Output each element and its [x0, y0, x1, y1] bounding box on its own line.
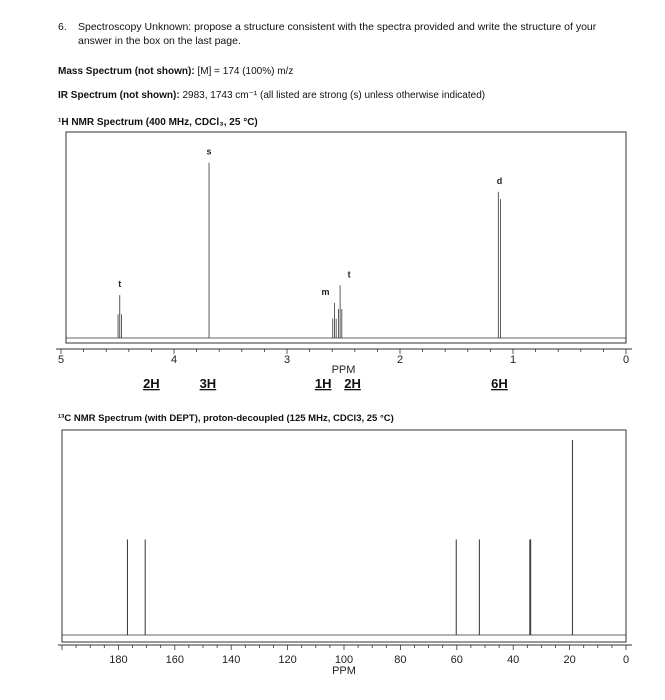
h-nmr-multiplicity-label: m	[321, 286, 330, 297]
mass-spectrum-label: Mass Spectrum (not shown):	[58, 66, 195, 77]
h-nmr-integration-label: 2H	[344, 376, 361, 391]
mass-spectrum-value: [M] = 174 (100%) m/z	[197, 66, 294, 77]
h-nmr-tick-label: 5	[57, 354, 65, 366]
h-nmr-multiplicity-label: t	[347, 269, 351, 280]
c-nmr-tick-label: 100	[334, 654, 354, 666]
c-nmr-tick-label: 60	[450, 654, 463, 666]
c-nmr-tick-label: 180	[109, 654, 128, 666]
h-nmr-integration-label: 3H	[199, 376, 217, 391]
question-text: Spectroscopy Unknown: propose a structure consistent with the spectra provided and write the structure of your answer in the box on the last page.	[78, 21, 597, 47]
c-nmr-tick-label: 80	[394, 654, 407, 666]
h-nmr-multiplicity-label: t	[118, 279, 122, 290]
h-nmr-integration-label: 2H	[143, 376, 160, 391]
c-nmr-tick-label: 120	[278, 654, 297, 666]
c-nmr-plot-frame	[62, 430, 626, 642]
h-nmr-tick-label: 4	[170, 354, 178, 366]
question-number: 6.	[58, 21, 67, 33]
ir-spectrum-label: IR Spectrum (not shown):	[58, 90, 180, 101]
h-nmr-multiplicity-label: s	[206, 146, 212, 157]
h-nmr-tick-label: 2	[396, 354, 404, 366]
c-nmr-tick-label: 160	[165, 654, 184, 666]
c-nmr-tick-label: 140	[222, 654, 241, 666]
h-nmr-x-axis-label: PPM	[331, 364, 356, 376]
c-nmr-title: ¹³C NMR Spectrum (with DEPT), proton-decoupled (125 MHz, CDCl3, 25 °C)	[58, 413, 394, 424]
c-nmr-x-axis-label: PPM	[332, 665, 356, 677]
h-nmr-tick-label: 0	[622, 354, 630, 366]
c-nmr-tick-label: 40	[507, 654, 520, 666]
c-nmr-chart	[58, 430, 632, 677]
ir-spectrum-value: 2983, 1743 cm⁻¹ (all listed are strong (s) unless otherwise indicated)	[182, 90, 486, 101]
h-nmr-integration-label: 6H	[491, 376, 508, 391]
h-nmr-multiplicity-label: d	[496, 175, 503, 186]
h-nmr-plot-frame	[66, 132, 626, 343]
c-nmr-tick-label: 0	[622, 654, 630, 666]
h-nmr-title: ¹H NMR Spectrum (400 MHz, CDCl₃, 25 °C)	[58, 117, 258, 128]
h-nmr-tick-label: 1	[509, 354, 517, 366]
c-nmr-tick-label: 20	[563, 654, 576, 666]
h-nmr-chart	[56, 132, 632, 391]
h-nmr-tick-label: 3	[283, 354, 291, 366]
h-nmr-integration-label: 1H	[314, 376, 332, 391]
